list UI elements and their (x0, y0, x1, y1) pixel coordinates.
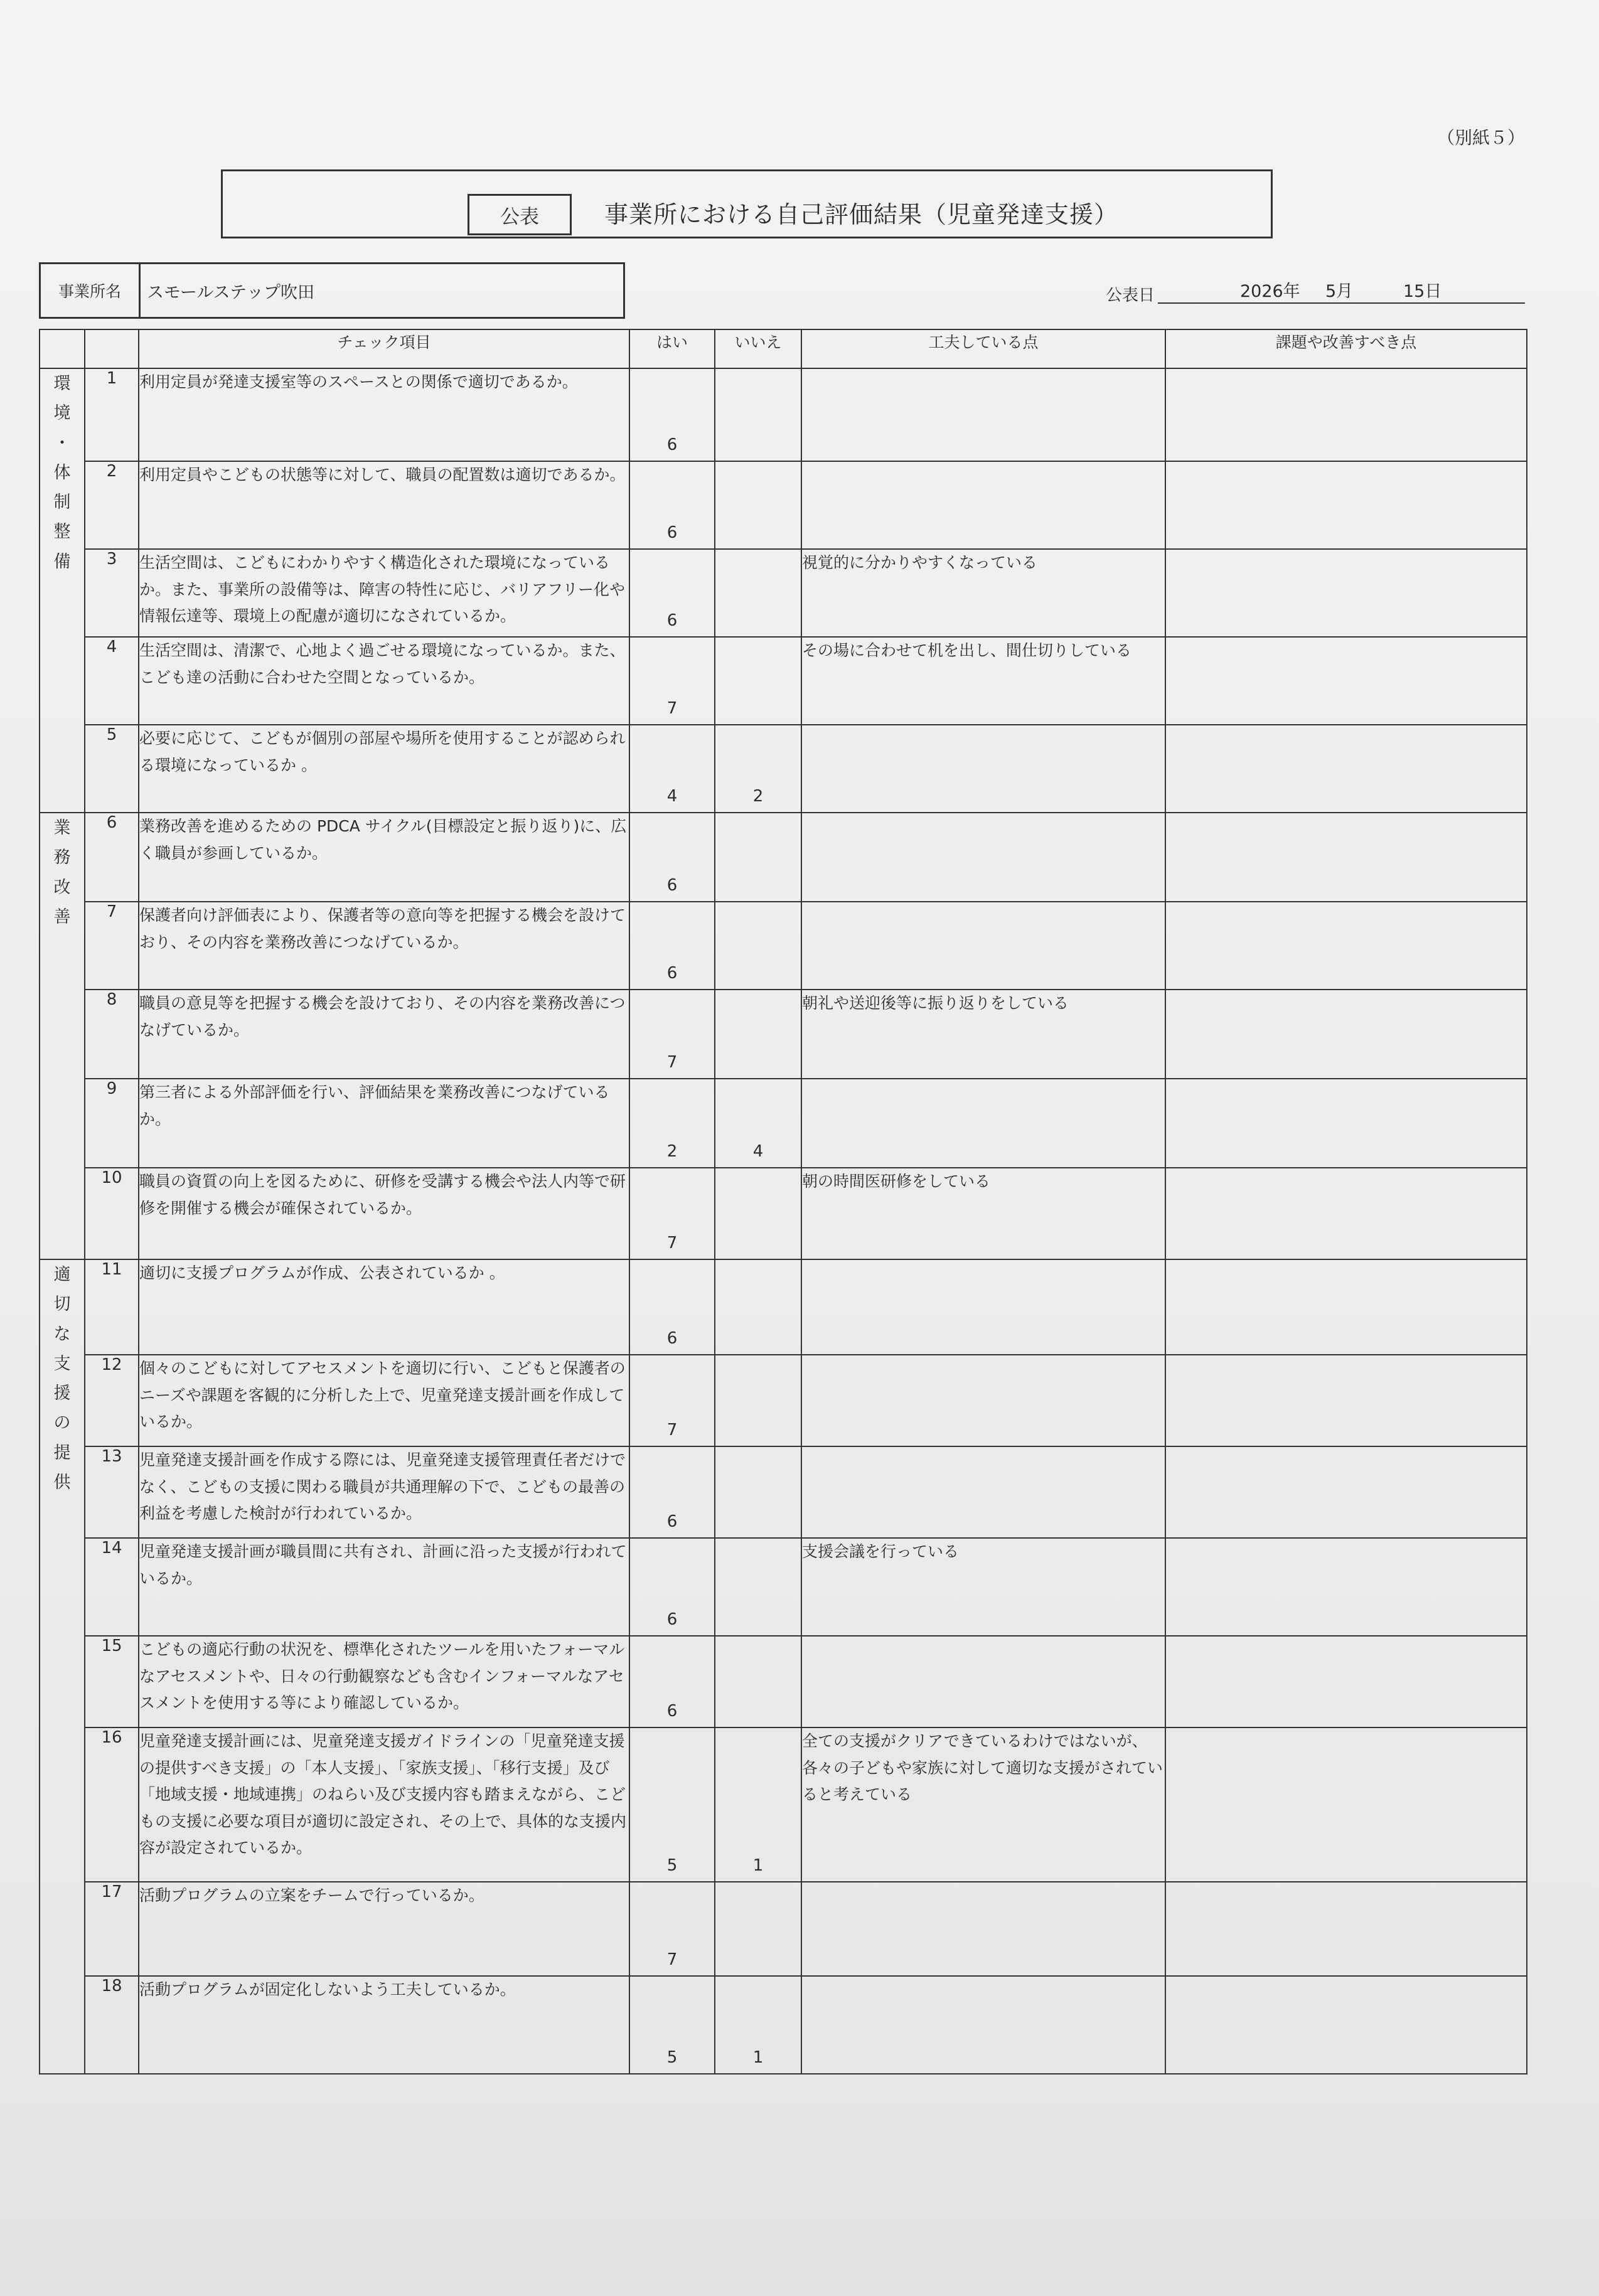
row-number: 10 (85, 1168, 139, 1259)
yes-count (629, 549, 715, 637)
check-item-text: 利用定員やこどもの状態等に対して、職員の配置数は適切であるか。 (139, 461, 629, 549)
issue-note (1165, 368, 1527, 461)
yes-count-value: 6 (666, 1610, 678, 1629)
yes-count-value: 6 (666, 611, 678, 630)
no-count (715, 1168, 801, 1259)
issue-note (1165, 461, 1527, 549)
publish-badge: 公表 (468, 194, 572, 235)
issue-note (1165, 813, 1527, 902)
issue-note (1165, 1259, 1527, 1355)
effort-note (801, 1446, 1165, 1538)
yes-count (629, 1636, 715, 1727)
yes-count-value: 6 (666, 1702, 678, 1721)
effort-note: 朝礼や送迎後等に振り返りをしている (801, 990, 1165, 1079)
yes-count (629, 1446, 715, 1538)
no-count (715, 368, 801, 461)
yes-count (629, 1355, 715, 1446)
effort-note (801, 813, 1165, 902)
check-item-text: 生活空間は、清潔で、心地よく過ごせる環境になっているか。また、こども達の活動に合わせた空間となっているか。 (139, 637, 629, 725)
check-item-text: 職員の意見等を把握する機会を設けており、その内容を業務改善につなげているか。 (139, 990, 629, 1079)
row-number: 4 (85, 637, 139, 725)
issue-note (1165, 990, 1527, 1079)
row-number: 16 (85, 1727, 139, 1882)
table-row (40, 637, 1527, 725)
issue-note (1165, 1538, 1527, 1636)
header-yes: はい (629, 329, 715, 368)
table-row (40, 1259, 1527, 1355)
effort-note: 朝の時間医研修をしている (801, 1168, 1165, 1259)
pubdate-label: 公表日 (1106, 286, 1155, 305)
row-number: 5 (85, 725, 139, 813)
table-row (40, 1355, 1527, 1446)
table-row (40, 990, 1527, 1079)
effort-note (801, 1259, 1165, 1355)
yes-count (629, 725, 715, 813)
effort-note (801, 1636, 1165, 1727)
category-label: 環 境 ・ 体 制 整 備 (40, 368, 85, 813)
check-item-text: 第三者による外部評価を行い、評価結果を業務改善につなげているか。 (139, 1079, 629, 1168)
yes-count-value: 6 (666, 435, 678, 454)
table-header-row (40, 329, 1527, 368)
no-count (715, 461, 801, 549)
effort-note: 全ての支援がクリアできているわけではないが、各々の子どもや家族に対して適切な支援がされていると考えている (801, 1727, 1165, 1882)
table-row (40, 1446, 1527, 1538)
table-row (40, 1538, 1527, 1636)
no-count-value: 1 (752, 2048, 764, 2067)
header-check-item: チェック項目 (139, 329, 629, 368)
no-count-value: 2 (752, 787, 764, 806)
category-label: 適 切 な 支 援 の 提 供 (40, 1259, 85, 2074)
page-title: 事業所における自己評価結果（児童発達支援） (604, 201, 1119, 228)
title-frame (221, 169, 1273, 238)
check-item-text: 職員の資質の向上を図るために、研修を受講する機会や法人内等で研修を開催する機会が確保されているか。 (139, 1168, 629, 1259)
check-item-text: 利用定員が発達支援室等のスペースとの関係で適切であるか。 (139, 368, 629, 461)
check-item-text: 個々のこどもに対してアセスメントを適切に行い、こどもと保護者のニーズや課題を客観的に分析した上で、児童発達支援計画を作成しているか。 (139, 1355, 629, 1446)
row-number: 3 (85, 549, 139, 637)
no-count (715, 549, 801, 637)
issue-note (1165, 1727, 1527, 1882)
row-number: 18 (85, 1976, 139, 2074)
no-count (715, 1882, 801, 1976)
check-item-text: 児童発達支援計画には、児童発達支援ガイドラインの「児童発達支援の提供すべき支援」の「本人支援」、「家族支援」、「移行支援」及び「地域支援・地域連携」のねらい及び支援内容も踏まえながら、こどもの支援に必要な項目が適切に設定され、その上で、具体的な支援内容が設定されているか。 (139, 1727, 629, 1882)
no-count (715, 1079, 801, 1168)
row-number: 12 (85, 1355, 139, 1446)
category-label: 業 務 改 善 (40, 813, 85, 1259)
table-row (40, 725, 1527, 813)
yes-count (629, 1727, 715, 1882)
issue-note (1165, 637, 1527, 725)
table-row (40, 1727, 1527, 1882)
issue-note (1165, 549, 1527, 637)
no-count-value: 1 (752, 1856, 764, 1875)
check-item-text: 児童発達支援計画が職員間に共有され、計画に沿った支援が行われているか。 (139, 1538, 629, 1636)
effort-note: 視覚的に分かりやすくなっている (801, 549, 1165, 637)
issue-note (1165, 1079, 1527, 1168)
effort-note (801, 368, 1165, 461)
yes-count-value: 5 (666, 2048, 678, 2067)
effort-note: 支援会議を行っている (801, 1538, 1165, 1636)
no-count (715, 725, 801, 813)
effort-note (801, 902, 1165, 990)
header-no: いいえ (715, 329, 801, 368)
row-number: 2 (85, 461, 139, 549)
table-row (40, 549, 1527, 637)
issue-note (1165, 725, 1527, 813)
header-issue: 課題や改善すべき点 (1165, 329, 1527, 368)
row-number: 15 (85, 1636, 139, 1727)
effort-note (801, 1355, 1165, 1446)
yes-count (629, 637, 715, 725)
row-number: 9 (85, 1079, 139, 1168)
no-count (715, 1636, 801, 1727)
effort-note (801, 1976, 1165, 2074)
attachment-label: （別紙５） (1437, 127, 1526, 148)
table-row (40, 1976, 1527, 2074)
yes-count-value: 2 (666, 1142, 678, 1161)
table-row (40, 813, 1527, 902)
no-count (715, 1355, 801, 1446)
row-number: 13 (85, 1446, 139, 1538)
header-blank-category (40, 329, 85, 368)
table-row (40, 1079, 1527, 1168)
issue-note (1165, 1446, 1527, 1538)
no-count (715, 902, 801, 990)
yes-count (629, 1259, 715, 1355)
check-item-text: 適切に支援プログラムが作成、公表されているか 。 (139, 1259, 629, 1355)
yes-count (629, 902, 715, 990)
header-effort: 工夫している点 (801, 329, 1165, 368)
issue-note (1165, 1355, 1527, 1446)
no-count (715, 637, 801, 725)
issue-note (1165, 1976, 1527, 2074)
effort-note (801, 725, 1165, 813)
office-label: 事業所名 (41, 264, 141, 317)
yes-count (629, 813, 715, 902)
yes-count (629, 461, 715, 549)
table-row (40, 368, 1527, 461)
yes-count-value: 6 (666, 1512, 678, 1531)
yes-count-value: 6 (666, 964, 678, 983)
yes-count (629, 1538, 715, 1636)
pubdate-day: 15日 (1403, 282, 1442, 301)
row-number: 17 (85, 1882, 139, 1976)
effort-note (801, 1079, 1165, 1168)
yes-count-value: 7 (666, 1234, 678, 1252)
table-row (40, 902, 1527, 990)
office-box (39, 262, 625, 319)
effort-note (801, 1882, 1165, 1976)
page-background (0, 2071, 1599, 2296)
effort-note: その場に合わせて机を出し、間仕切りしている (801, 637, 1165, 725)
yes-count (629, 1976, 715, 2074)
yes-count-value: 7 (666, 1421, 678, 1439)
row-number: 11 (85, 1259, 139, 1355)
row-number: 8 (85, 990, 139, 1079)
issue-note (1165, 1168, 1527, 1259)
no-count (715, 813, 801, 902)
no-count (715, 1538, 801, 1636)
issue-note (1165, 1636, 1527, 1727)
check-item-text: 保護者向け評価表により、保護者等の意向等を把握する機会を設けており、その内容を業務改善につなげているか。 (139, 902, 629, 990)
office-name: スモールステップ吹田 (147, 282, 315, 302)
check-item-text: 必要に応じて、こどもが個別の部屋や場所を使用することが認められる環境になっているか 。 (139, 725, 629, 813)
table-row (40, 1168, 1527, 1259)
pubdate-underline (1158, 302, 1525, 304)
yes-count-value: 6 (666, 876, 678, 895)
no-count (715, 990, 801, 1079)
yes-count-value: 7 (666, 1053, 678, 1072)
yes-count (629, 990, 715, 1079)
no-count (715, 1976, 801, 2074)
check-item-text: 活動プログラムの立案をチームで行っているか。 (139, 1882, 629, 1976)
check-item-text: 生活空間は、こどもにわかりやすく構造化された環境になっているか。また、事業所の設備等は、障害の特性に応じ、バリアフリー化や情報伝達等、環境上の配慮が適切になされているか。 (139, 549, 629, 637)
row-number: 1 (85, 368, 139, 461)
no-count-value: 4 (752, 1142, 764, 1161)
table-row (40, 461, 1527, 549)
header-blank-number (85, 329, 139, 368)
yes-count-value: 4 (666, 787, 678, 806)
evaluation-table (39, 329, 1527, 2074)
yes-count-value: 7 (666, 699, 678, 718)
table-row (40, 1882, 1527, 1976)
no-count (715, 1727, 801, 1882)
yes-count-value: 7 (666, 1950, 678, 1969)
effort-note (801, 461, 1165, 549)
no-count (715, 1446, 801, 1538)
table-row (40, 1636, 1527, 1727)
yes-count-value: 6 (666, 523, 678, 542)
check-item-text: こどもの適応行動の状況を、標準化されたツールを用いたフォーマルなアセスメントや、日々の行動観察なども含むインフォーマルなアセスメントを使用する等により確認しているか。 (139, 1636, 629, 1727)
pubdate-year: 2026年 (1240, 282, 1300, 301)
pubdate-month: 5月 (1325, 282, 1354, 301)
yes-count (629, 368, 715, 461)
yes-count (629, 1882, 715, 1976)
issue-note (1165, 902, 1527, 990)
row-number: 14 (85, 1538, 139, 1636)
issue-note (1165, 1882, 1527, 1976)
yes-count-value: 6 (666, 1329, 678, 1348)
yes-count-value: 5 (666, 1856, 678, 1875)
row-number: 7 (85, 902, 139, 990)
check-item-text: 児童発達支援計画を作成する際には、児童発達支援管理責任者だけでなく、こどもの支援に関わる職員が共通理解の下で、こどもの最善の利益を考慮した検討が行われているか。 (139, 1446, 629, 1538)
check-item-text: 活動プログラムが固定化しないよう工夫しているか。 (139, 1976, 629, 2074)
yes-count (629, 1079, 715, 1168)
yes-count (629, 1168, 715, 1259)
no-count (715, 1259, 801, 1355)
row-number: 6 (85, 813, 139, 902)
check-item-text: 業務改善を進めるための PDCA サイクル(目標設定と振り返り)に、広く職員が参画しているか。 (139, 813, 629, 902)
